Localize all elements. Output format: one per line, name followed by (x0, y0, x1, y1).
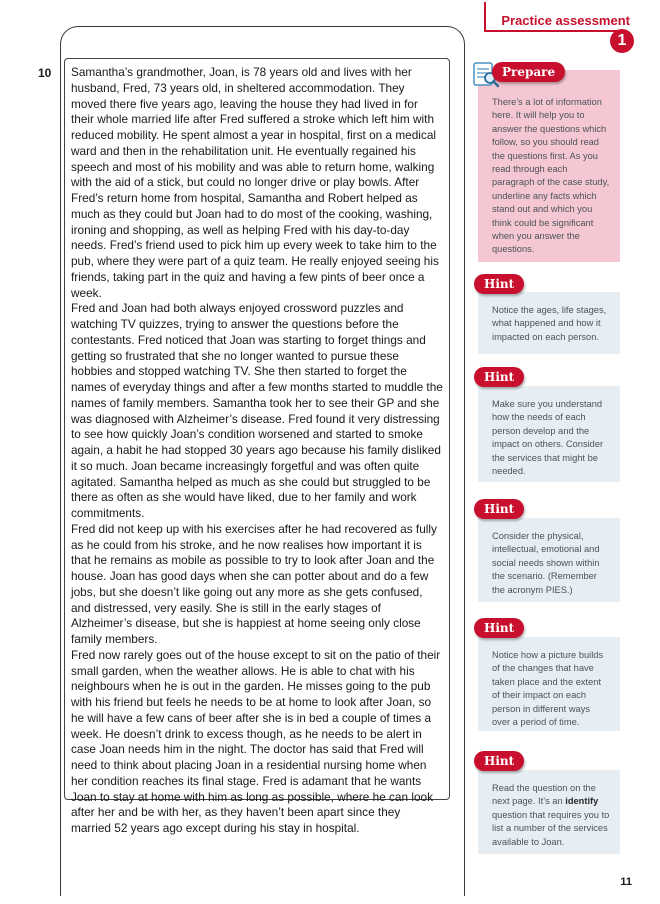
section-title: Practice assessment (501, 13, 630, 28)
case-paragraph: Fred and Joan had both always enjoyed crossword puzzles and watching TV quizzes, trying to answer the questions before the contestants. Fred noticed that Joan was starting to forget things and getting so frustrated that she no longer wanted to pursue these hobbies and stopped watching TV. She then started to forget the names of everyday things and after a few months started to muddle the names of family members. Samantha took her to see their GP and she was diagnosed with Alzheimer’s disease. Fred found it very distressing to see how quickly Joan’s condition worsened and started to smoke again, a habit he had stopped 30 years ago because his family disliked it so much. Joan became increasingly forgetful and was often quite agitated. Samantha helped as much as she could but struggled to be there as often as she would have liked, due to her family and work commitments. (71, 301, 443, 520)
hint-panel (478, 292, 620, 354)
hint-tag: Hint (474, 618, 524, 638)
prepare-panel (478, 70, 620, 262)
hint-text: Consider the physical, intellectual, emotional and social needs shown within the scenario. (Remember the acronym PIES.) (492, 531, 600, 595)
hint-tag: Hint (474, 274, 524, 294)
header-rule (484, 2, 486, 30)
prepare-tag: Prepare (492, 62, 565, 82)
assessment-number-badge: 1 (610, 29, 634, 53)
hint-tag: Hint (474, 751, 524, 771)
case-study-box (64, 58, 450, 835)
case-paragraph: Samantha’s grandmother, Joan, is 78 years old and lives with her husband, Fred, 73 years old, in sheltered accommodation. They moved there five years ago, leaving the house they had lived in for their whole married life after Fred suffered a stroke which left him with reduced mobility. He spent almost a year in hospital, first on a medical ward and then in the rehabilitation unit. He eventually regained his speech and most of his mobility and was able to return home, walking with the aid of a stick, but could no longer drive or play bowls. After Fred’s return home from hospital, Samantha and Robert helped as much as they could but Joan had to do most of the cooking, washing, ironing and shopping, as well as helping Fred with his day-to-day needs. Fred’s friend used to pick him up every week to take him to the pub, where they were part of a quiz team. He really enjoyed seeing his friends, taking part in the quiz and having a few pints of beer once a week. (71, 65, 439, 300)
hint-tag: Hint (474, 367, 524, 387)
hint-text-after: question that requires you to list a number of the services available to Joan. (492, 809, 610, 847)
hint-text: Notice the ages, life stages, what happened and how it impacted on each person. (492, 305, 607, 342)
hint-text-before: Read the question on the next page. It’s an (492, 783, 596, 807)
hint-text: Make sure you understand how the needs of each person develop and the impact on others. Consider the services that might be needed. (492, 399, 604, 477)
hint-text: Notice how a picture builds of the changes that have taken place and the extent of their impact on each person in different ways over a period of time. (492, 650, 604, 728)
hint-panel (478, 770, 620, 854)
header-underline (484, 30, 620, 32)
question-number: 10 (38, 66, 52, 80)
hint-panel (478, 637, 620, 731)
prepare-text: There’s a lot of information here. It will help you to answer the questions which follow, so you should read the questions first. As you read through each paragraph of the case study, underline any facts which stand out and which you think could be significant when you answer the questions. (492, 97, 610, 255)
page-number: 11 (620, 876, 632, 888)
case-paragraph: Fred did not keep up with his exercises after he had recovered as fully as he could from his stroke, and he now realises how important it is that he remains as mobile as possible to try to look after Joan and the house. Joan has good days when she can potter about and do a few jobs, but she doesn’t like going out any more as she gets confused, and distressed, very easily. She is still in the early stages of Alzheimer’s disease, but she is happiest at home seeing only close family members. (71, 521, 437, 646)
hint-panel (478, 518, 620, 602)
hint-panel (478, 386, 620, 482)
case-paragraph: Fred now rarely goes out of the house except to sit on the patio of their small garden, when the weather allows. He is able to chat with his neighbours when he is out in the garden. He misses going to the pub with his friend but feels he needs to be at home to look after Joan, so he will have a few cans of beer after she is in bed a couple of times a week. He doesn’t drink to excess though, as he needs to be alert in case Joan needs him in the night. The doctor has said that Fred will need to think about placing Joan in a residential nursing home when her condition reaches its final stage. Fred is adamant that he wants Joan to stay at home with him as long as possible, where he can look after her and be with her, as they haven’t been apart since they married 52 years ago except during his stay in hospital. (71, 647, 441, 835)
hint-tag: Hint (474, 499, 524, 519)
hint-text-bold: identify (565, 796, 599, 807)
